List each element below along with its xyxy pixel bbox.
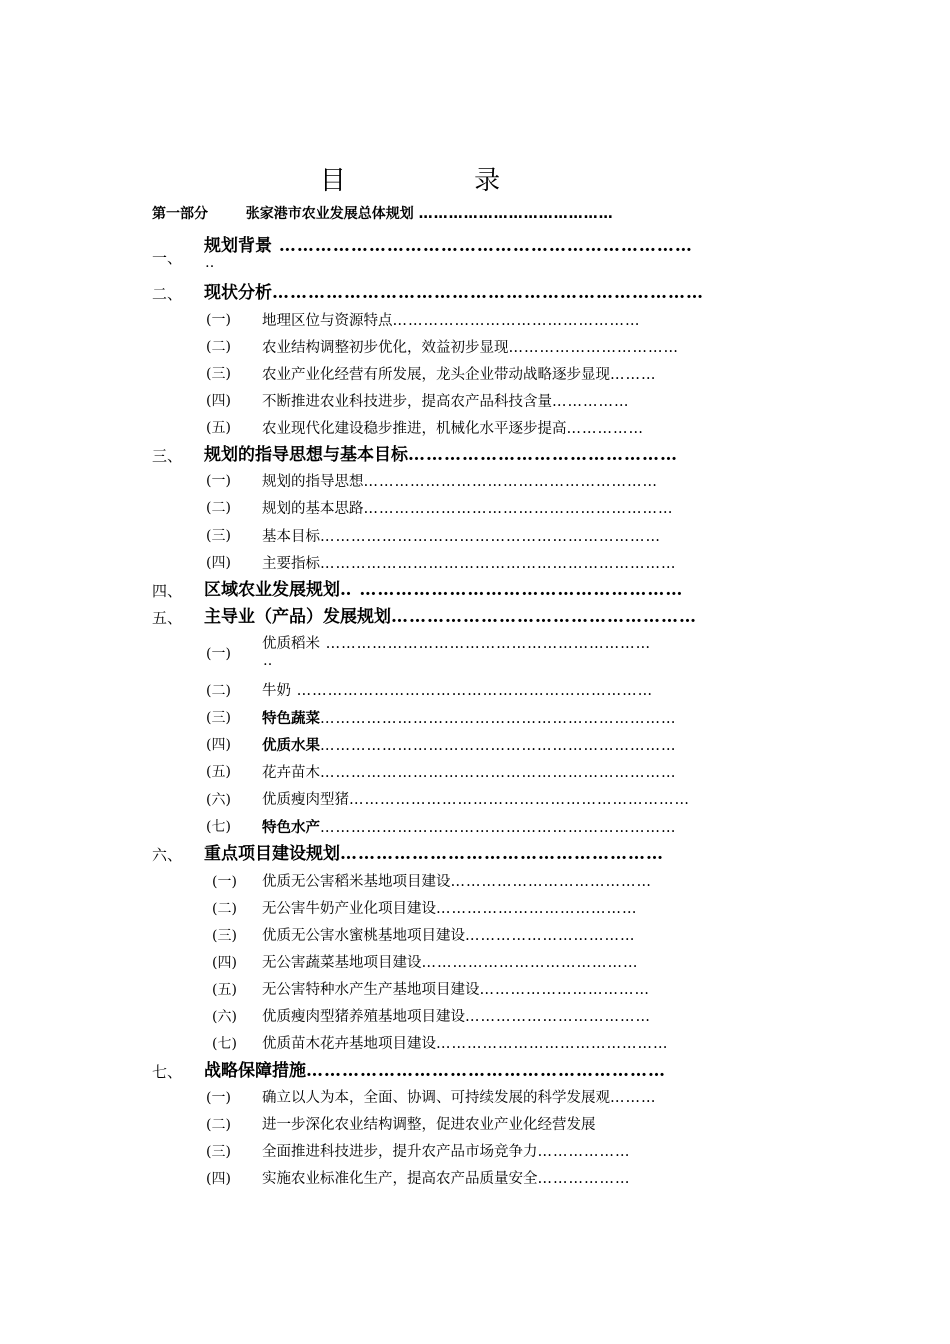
subsection-number: (二) bbox=[212, 901, 237, 917]
toc-subsection[interactable] bbox=[262, 1169, 728, 1189]
toc-title: 目 录 bbox=[319, 166, 561, 196]
toc-subsection[interactable] bbox=[262, 953, 710, 973]
dot-leader: ……………………………… bbox=[465, 1009, 651, 1025]
subsection-number: (七) bbox=[212, 1036, 237, 1052]
section-label: 主导业（产品）发展规划 bbox=[204, 607, 391, 627]
subsection-number: (五) bbox=[206, 420, 231, 436]
toc-subsection[interactable] bbox=[262, 554, 784, 574]
subsection-label: 地理区位与资源特点 bbox=[262, 313, 393, 329]
part-title: 张家港市农业发展总体规划 bbox=[245, 206, 414, 222]
subsection-label: 无公害牛奶产业化项目建设 bbox=[262, 901, 436, 917]
subsection-number: (二) bbox=[206, 1117, 231, 1133]
section-number: 七、 bbox=[152, 1063, 183, 1081]
subsection-number: (四) bbox=[206, 1171, 231, 1187]
section-number: 五、 bbox=[152, 609, 183, 627]
subsection-label: 优质无公害稻米基地项目建设 bbox=[262, 874, 451, 890]
subsection-label: 牛奶 bbox=[262, 683, 291, 699]
subsection-label: 全面推进科技进步，提升农产品市场竞争力 bbox=[262, 1144, 538, 1160]
toc-subsection[interactable] bbox=[262, 419, 744, 439]
subsection-number: (一) bbox=[206, 646, 231, 662]
subsection-number: (一) bbox=[206, 473, 231, 489]
subsection-label: 农业现代化建设稳步推进，机械化水平逐步提高 bbox=[262, 421, 567, 437]
toc-subsection[interactable] bbox=[262, 763, 790, 783]
subsection-label: 优质无公害水蜜桃基地项目建设 bbox=[262, 928, 465, 944]
dot-leader: ……………… bbox=[537, 1144, 631, 1160]
toc-section-7[interactable] bbox=[204, 1061, 730, 1081]
toc-subsection[interactable] bbox=[262, 736, 790, 756]
subsection-label: 进一步深化农业结构调整，促进农业产业化经营发展 bbox=[262, 1117, 596, 1133]
dot-leader: ……………………………………… bbox=[408, 445, 678, 465]
toc-subsection[interactable] bbox=[262, 527, 768, 547]
toc-subsection[interactable] bbox=[262, 790, 772, 810]
toc-subsection[interactable] bbox=[262, 681, 764, 701]
toc-section-4[interactable] bbox=[204, 580, 770, 600]
toc-subsection[interactable] bbox=[262, 392, 712, 412]
toc-subsection[interactable] bbox=[262, 311, 724, 331]
subsection-label: 农业结构调整初步优化，效益初步显现 bbox=[262, 340, 509, 356]
dot-leader: ……………………………………………… bbox=[340, 844, 664, 864]
subsection-number: (四) bbox=[212, 955, 237, 971]
subsection-label: 优质苗木花卉基地项目建设 bbox=[262, 1036, 436, 1052]
section-label: 规划背景 bbox=[204, 236, 272, 256]
subsection-label: 实施农业标准化生产，提高农产品质量安全 bbox=[262, 1171, 538, 1187]
part-label: 第一部分 bbox=[152, 206, 208, 222]
subsection-label: 农业产业化经营有所发展，龙头企业带动战略逐步显现 bbox=[262, 367, 610, 383]
section-number: 三、 bbox=[152, 447, 183, 465]
toc-section-1[interactable] bbox=[204, 236, 794, 256]
dot-leader: ………………………………… bbox=[418, 206, 614, 222]
subsection-label: 规划的基本思路 bbox=[262, 501, 364, 517]
subsection-number: (五) bbox=[206, 764, 231, 780]
toc-subsection[interactable] bbox=[262, 1007, 726, 1027]
section-label: 区域农业发展规划 bbox=[204, 580, 340, 600]
toc-subsection[interactable] bbox=[262, 1115, 728, 1135]
subsection-number: (四) bbox=[206, 555, 231, 571]
toc-subsection[interactable] bbox=[262, 818, 790, 838]
dot-leader: ………………………………………………………… bbox=[320, 529, 661, 545]
subsection-number: (二) bbox=[206, 339, 231, 355]
subsection-number: (三) bbox=[206, 366, 231, 382]
subsection-number: (一) bbox=[206, 1090, 231, 1106]
section-number: 四、 bbox=[152, 582, 183, 600]
dot-leader: …………………………………………………………… bbox=[320, 711, 677, 727]
subsection-label: 基本目标 bbox=[262, 529, 320, 545]
dot-leader: ………………………………………………………… bbox=[349, 792, 690, 808]
dot-leader: …………………………………………………………… bbox=[320, 556, 677, 572]
subsection-number: (三) bbox=[206, 528, 231, 544]
dot-leader: …………………………………… bbox=[421, 955, 639, 971]
subsection-number: (三) bbox=[212, 928, 237, 944]
dot-leader: ……………………………………… bbox=[436, 1036, 669, 1052]
subsection-number: (四) bbox=[206, 393, 231, 409]
toc-subsection[interactable] bbox=[262, 709, 790, 729]
dot-leader: ‥ ……………………………………………… bbox=[340, 580, 684, 600]
section-label: 战略保障措施 bbox=[204, 1061, 306, 1081]
toc-part-heading[interactable] bbox=[152, 204, 614, 224]
dot-leader: ……………………………………………………………… bbox=[272, 283, 704, 303]
dot-leader: ……………………………………………………… bbox=[320, 636, 652, 652]
dot-leader-wrap: ‥ bbox=[205, 255, 215, 271]
subsection-label: 规划的指导思想 bbox=[262, 474, 364, 490]
subsection-label: 确立以人为本，全面、协调、可持续发展的科学发展观 bbox=[262, 1090, 610, 1106]
subsection-number: (三) bbox=[206, 1144, 231, 1160]
dot-leader: …………………………………………………………… bbox=[320, 765, 677, 781]
toc-section-2[interactable] bbox=[204, 283, 794, 303]
toc-section-6[interactable] bbox=[204, 844, 768, 864]
dot-leader: …………………………… bbox=[479, 982, 650, 998]
toc-subsection[interactable] bbox=[262, 899, 712, 919]
dot-leader: ………………………………………………… bbox=[363, 474, 658, 490]
subsection-label: 花卉苗木 bbox=[262, 765, 320, 781]
section-label: 现状分析 bbox=[204, 283, 272, 303]
subsection-label: 不断推进农业科技进步，提高农产品科技含量 bbox=[262, 394, 552, 410]
dot-leader: ……… bbox=[610, 1090, 657, 1106]
subsection-label: 主要指标 bbox=[262, 556, 320, 572]
toc-section-3[interactable] bbox=[204, 445, 732, 465]
dot-leader: ……………… bbox=[537, 1171, 631, 1187]
toc-subsection[interactable] bbox=[262, 1034, 726, 1054]
section-number: 六、 bbox=[152, 846, 183, 864]
subsection-label: 优质稻米 bbox=[262, 636, 320, 652]
dot-leader: ………………………………… bbox=[450, 874, 652, 890]
toc-subsection[interactable] bbox=[262, 338, 758, 358]
subsection-number: (四) bbox=[206, 737, 231, 753]
subsection-number: (六) bbox=[212, 1009, 237, 1025]
dot-leader: …………………………………………………………… bbox=[320, 820, 677, 836]
dot-leader-wrap: ‥ bbox=[263, 653, 273, 669]
dot-leader: …………………………………………………………… bbox=[272, 236, 693, 256]
subsection-label: 优质瘦肉型猪养殖基地项目建设 bbox=[262, 1009, 465, 1025]
toc-section-5[interactable] bbox=[204, 607, 760, 627]
subsection-label: 特色水产 bbox=[262, 819, 320, 836]
toc-subsection[interactable] bbox=[262, 1088, 728, 1108]
subsection-label: 特色蔬菜 bbox=[262, 710, 320, 727]
dot-leader: …………………………………………………… bbox=[363, 501, 674, 517]
dot-leader: …………………………………………………………… bbox=[291, 683, 654, 699]
toc-subsection[interactable] bbox=[262, 634, 790, 654]
dot-leader: ………………………………… bbox=[436, 901, 638, 917]
dot-leader: …………… bbox=[552, 394, 630, 410]
subsection-number: (五) bbox=[212, 982, 237, 998]
toc-subsection[interactable] bbox=[262, 472, 720, 492]
section-label: 规划的指导思想与基本目标 bbox=[204, 445, 408, 465]
subsection-number: (一) bbox=[206, 312, 231, 328]
dot-leader: …………… bbox=[566, 421, 644, 437]
section-number: 二、 bbox=[152, 285, 183, 303]
dot-leader: ………………………………………… bbox=[392, 313, 641, 329]
subsection-number: (二) bbox=[206, 500, 231, 516]
subsection-number: (六) bbox=[206, 792, 231, 808]
dot-leader: ……… bbox=[610, 367, 657, 383]
subsection-number: (七) bbox=[206, 819, 231, 835]
toc-subsection[interactable] bbox=[262, 1142, 728, 1162]
subsection-label: 优质瘦肉型猪 bbox=[262, 792, 349, 808]
dot-leader: …………………………………………………… bbox=[306, 1061, 666, 1081]
subsection-number: (二) bbox=[206, 683, 231, 699]
dot-leader: …………………………… bbox=[508, 340, 679, 356]
toc-subsection[interactable] bbox=[262, 926, 712, 946]
toc-subsection[interactable] bbox=[262, 365, 728, 385]
dot-leader: …………………………………………… bbox=[391, 607, 697, 627]
subsection-label: 优质水果 bbox=[262, 737, 320, 754]
section-number: 一、 bbox=[152, 249, 183, 267]
section-label: 重点项目建设规划 bbox=[204, 844, 340, 864]
toc-subsection[interactable] bbox=[262, 872, 746, 892]
dot-leader: …………………………… bbox=[465, 928, 636, 944]
subsection-number: (三) bbox=[206, 710, 231, 726]
toc-subsection[interactable] bbox=[262, 980, 712, 1000]
toc-subsection[interactable] bbox=[262, 499, 762, 519]
subsection-label: 无公害蔬菜基地项目建设 bbox=[262, 955, 422, 971]
dot-leader: …………………………………………………………… bbox=[320, 738, 677, 754]
subsection-number: (一) bbox=[212, 874, 237, 890]
subsection-label: 无公害特种水产生产基地项目建设 bbox=[262, 982, 480, 998]
